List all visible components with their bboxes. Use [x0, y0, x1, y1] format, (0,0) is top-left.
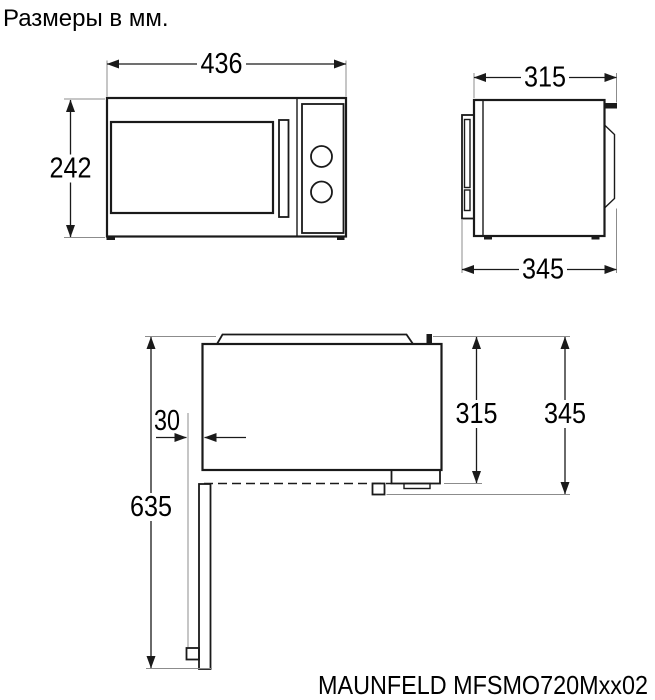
side-depth-top-value: 315: [524, 61, 566, 94]
front-step: [392, 470, 441, 484]
foot: [484, 236, 492, 240]
front-width-value: 436: [200, 48, 243, 80]
door-handle: [279, 120, 289, 217]
foot: [592, 236, 600, 240]
rear-latch: [427, 334, 433, 344]
open-door-handle: [187, 648, 200, 660]
front-height-value: 242: [49, 152, 92, 185]
knob-top: [311, 146, 332, 167]
side-door-window: [465, 120, 471, 188]
control-panel: [302, 104, 344, 233]
side-door: [462, 115, 474, 219]
rear-panel: [217, 335, 413, 345]
model-label: MAUNFELD MFSMO720Mxx02: [318, 670, 648, 700]
top-latch: [605, 103, 617, 109]
foot: [107, 237, 116, 241]
open-depth-body-value: 315: [455, 398, 498, 430]
door-clearance-value: 30: [154, 405, 180, 437]
top-view-door-open: [125, 334, 591, 669]
drawing-title: Размеры в мм.: [3, 5, 169, 32]
side-view: [462, 62, 617, 286]
open-door: [199, 484, 211, 669]
front-body: [107, 98, 346, 237]
door-window: [111, 122, 273, 213]
side-body: [474, 100, 605, 236]
side-depth-total-value: 345: [522, 253, 564, 286]
side-door-detail: [465, 190, 471, 211]
foot: [337, 237, 345, 241]
open-height-value: 635: [130, 491, 172, 523]
open-body: [203, 344, 442, 470]
hinge-block: [373, 484, 385, 495]
knob-bottom: [311, 182, 332, 203]
rear-bump: [605, 125, 615, 208]
open-depth-total-value: 345: [544, 398, 586, 430]
front-view: [45, 48, 346, 240]
